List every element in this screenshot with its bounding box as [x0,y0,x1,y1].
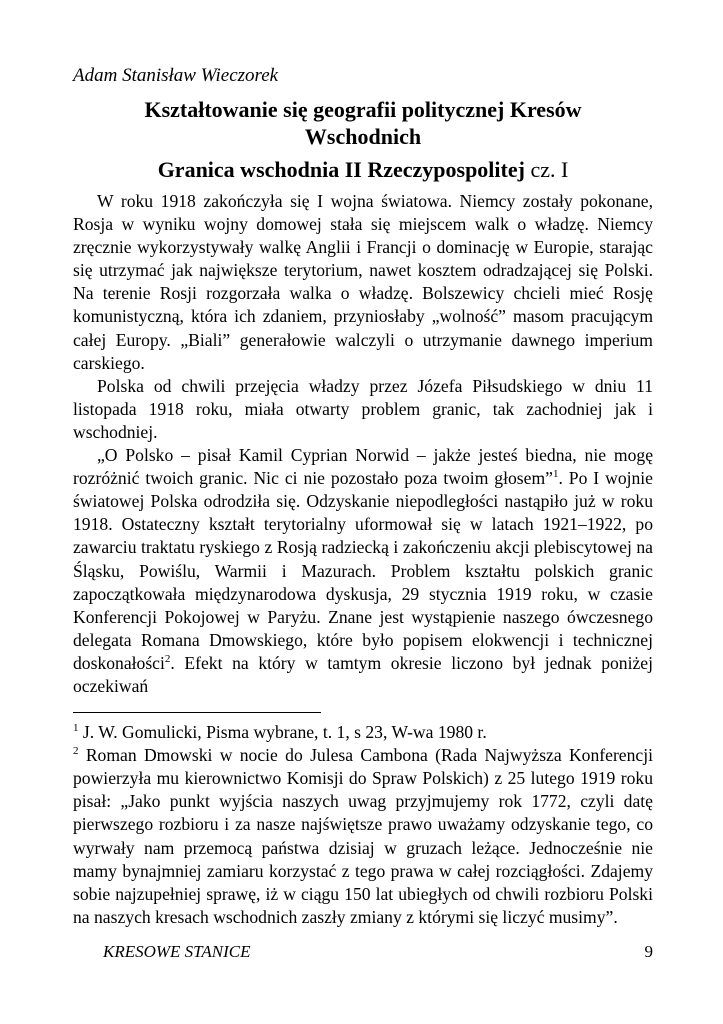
paragraph-1: W roku 1918 zakończyła się I wojna światowa. Niemcy zostały pokonane, Rosja w wyniku wojny domowej stała się miejscem walk o władzę. Niemcy zręcznie wykorzystywały walkę Anglii i Francji o dominację w Europie, starając się utrzymać jak największe terytorium, nawet kosztem odradzającej się Polski. Na terenie Rosji rozgorzała walka o władzę. Bolszewicy chcieli mieć Rosję komunistyczną, która ich zdaniem, przyniosłaby „wolność” masom pracującym całej Europy. „Biali” generałowie walczyli o utrzymanie dawnego imperium carskiego. [73,191,653,373]
subtitle-part: cz. I [530,157,569,182]
footnote-2-text: Roman Dmowski w nocie do Julesa Cambona (Rada Najwyższa Konferencji powierzyła mu kierownictwo Komisji do Spraw Polskich) z 25 lutego 1919 roku pisał: „Jako punkt wyjścia naszych uwag przyjmujemy rok 1772, czyli datę pierwszego rozbioru i za nasze najświętsze prawo uważamy odzyskanie tego, co wyrwały nam przemocą państwa dzisiaj w gruzach leżące. Jednocześnie nie mamy bynajmniej zamiaru korzystać z tego prawa w całej rozciągłości. Zdajemy sobie najzupełniej sprawę, iż w ciągu 150 lat ubiegłych od chwili rozbioru Polski na naszych kresach wschodnich zaszły zmiany z którymi się liczyć musimy”. [73,745,653,927]
subtitle-main: Granica wschodnia II Rzeczypospolitej [157,157,525,182]
paragraph-3-part-a: „O Polsko – pisał Kamil Cyprian Norwid – jakże jesteś biedna, nie mogę rozróżnić twoich granic. Nic ci nie pozostało poza twoim głosem” [73,445,653,489]
footnote-1 [73,721,653,744]
paragraph-2: Polska od chwili przejęcia władzy przez Józefa Piłsudskiego w dniu 11 listopada 1918 roku, miała otwarty problem granic, tak zachodniej jak i wschodniej. [73,375,653,442]
body-text [73,190,653,698]
document-page [73,64,653,929]
footnote-ref-1: 1 [552,468,559,481]
paragraph-3-part-b: . Po I wojnie światowej Polska odrodziła się. Odzyskanie niepodległości nastąpiło już w roku 1918. Ostateczny kształt terytorialny uformował się w latach 1921–1922, po zawarciu traktatu ryskiego z Rosją radziecką i zakończeniu akcji plebiscytowej na Śląsku, Powiślu, Warmii i Mazurach. Problem kształtu polskich granic zapoczątkowała międzynarodowa dyskusja, 29 stycznia 1919 roku, w czasie Konferencji Pokojowej w Paryżu. Znane jest wystąpienie naszego ówczesnego delegata Romana Dmowskiego, które było popisem elokwencji i technicznej doskonałości [73,468,653,673]
footnote-1-text: J. W. Gomulicki, Pisma wybrane, t. 1, s 23, W-wa 1980 r. [78,722,487,743]
paragraph-3-part-c: . Efekt na który w tamtym okresie liczono był jednak poniżej oczekiwań [73,652,653,696]
paragraph-3 [73,444,653,698]
footnotes [73,721,653,929]
article-title: Kształtowanie się geografii politycznej Kresów Wschodnich [144,97,582,149]
footnote-divider [73,712,321,713]
page-number: 9 [644,942,653,961]
author-name: Adam Stanisław Wieczorek [73,65,279,86]
footnote-1-mark: 1 [73,722,79,735]
footnote-2 [73,744,653,929]
journal-name: KRESOWE STANICE [103,942,251,961]
footnote-2-mark: 2 [73,745,79,758]
footnote-ref-2: 2 [164,653,171,666]
article-subtitle [73,156,653,183]
